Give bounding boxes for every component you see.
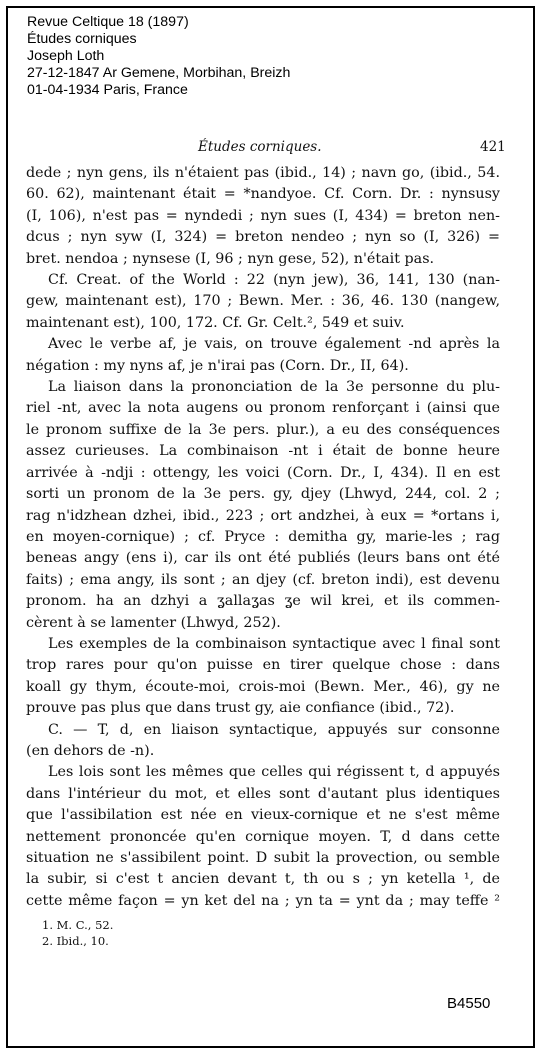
text-line: gew, maintenant est), 170 ; Bewn. Mer. : 36, 46. 130 (nangew, <box>26 293 500 310</box>
text-line: rag n'idzhean dzhei, ibid., 223 ; ort andzhei, à eux = *ortans i, <box>26 507 500 524</box>
text-line: en moyen-cornique) ; cf. Pryce : demitha gy, marie-les ; rag <box>26 528 500 545</box>
document-code: B4550 <box>447 995 491 1012</box>
header-line: 01-04-1934 Paris, France <box>27 82 188 98</box>
footnotes <box>28 917 113 949</box>
header-line: Revue Celtique 18 (1897) <box>27 14 189 30</box>
text-line: trop rares pour qu'on puisse en tirer quelque chose : dans <box>26 657 500 674</box>
text-line: Les exemples de la combinaison syntactique avec l final sont <box>48 635 500 652</box>
text-line: dede ; nyn gens, ils n'étaient pas (ibid., 14) ; navn go, (ibid., 54. <box>26 165 500 181</box>
page-number: 421 <box>480 139 506 155</box>
text-line: négation : my nyns af, je n'irai pas (Corn. Dr., II, 64). <box>26 357 409 374</box>
footnote: 2. Ibid., 10. <box>42 934 109 948</box>
source-header <box>27 14 290 99</box>
text-line: cette même façon = yn ket del na ; yn ta = ynt da ; may teffe ² <box>26 892 500 909</box>
text-line: (I, 106), n'est pas = nyndedi ; nyn sues (I, 434) = breton nen- <box>26 207 500 224</box>
text-line: arrivée à -ndji : ottengy, les voici (Corn. Dr., I, 434). Il en est <box>26 464 500 481</box>
text-line: dans l'intérieur du mot, et elles sont d'autant plus identiques <box>26 785 500 802</box>
text-line: nettement prononcée qu'en cornique moyen. T, d dans cette <box>26 828 500 845</box>
text-line: dcus ; nyn syw (I, 324) = breton nendeo ; nyn so (I, 326) = <box>26 229 500 246</box>
header-line: Joseph Loth <box>27 48 105 64</box>
text-line: assez curieuses. La combinaison -nt i était de bonne heure <box>26 443 500 460</box>
header-line: 27-12-1847 Ar Gemene, Morbihan, Breizh <box>27 65 291 81</box>
text-line: que l'assibilation est née en vieux-cornique et ne s'est même <box>26 807 500 824</box>
running-title: Études corniques. <box>198 139 322 155</box>
text-line: riel -nt, avec la nota augens ou pronom renforçant i (ainsi que <box>26 400 500 417</box>
text-line: Les lois sont les mêmes que celles qui régissent t, d appuyés <box>48 764 500 781</box>
text-line: situation ne s'assibilent point. D subit la provection, ou semble <box>26 850 500 866</box>
footnote: 1. M. C., 52. <box>42 918 114 932</box>
text-line: 60. 62), maintenant était = *nandyoe. Cf. Corn. Dr. : nynsusy <box>26 186 500 203</box>
text-line: pronom. ha an dzhyi a ʓallaʓas ʓe wil krei, et ils commen- <box>26 593 500 610</box>
text-line: C. — T, d, en liaison syntactique, appuyés sur consonne <box>48 721 500 738</box>
text-line: faits) ; ema angy, ils sont ; an djey (cf. breton indi), est devenu <box>26 571 500 588</box>
text-line: la subir, si c'est t ancien devant t, th ou s ; yn ketella ¹, de <box>26 871 500 888</box>
text-line: Cf. Creat. of the World : 22 (nyn jew), 36, 141, 130 (nan- <box>48 272 500 289</box>
text-line: le pronom suffixe de la 3e pers. plur.), a eu des conséquences <box>26 421 500 438</box>
text-line: prouve pas plus que dans trust gy, aie confiance (ibid., 72). <box>26 700 455 717</box>
text-line: beneas angy (ens i), car ils ont été publiés (leurs bans ont été <box>26 550 500 567</box>
text-line: La liaison dans la prononciation de la 3e personne du plu- <box>48 379 500 396</box>
text-line: maintenant est), 100, 172. Cf. Gr. Celt.², 549 et suiv. <box>26 314 405 331</box>
text-line: bret. nendoa ; nynsese (I, 96 ; nyn gese, 52), n'était pas. <box>26 250 435 267</box>
body-text <box>26 163 500 912</box>
text-line: sorti un pronom de la 3e pers. gy, djey (Lhwyd, 244, col. 2 ; <box>26 486 500 503</box>
text-line: Avec le verbe af, je vais, on trouve également -nd après la <box>48 336 500 353</box>
text-line: (en dehors de -n). <box>26 742 155 759</box>
header-line: Études corniques <box>27 31 137 47</box>
text-line: cèrent à se lamenter (Lhwyd, 252). <box>26 614 281 631</box>
text-line: koall gy thym, écoute-moi, crois-moi (Bewn. Mer., 46), gy ne <box>26 678 500 695</box>
